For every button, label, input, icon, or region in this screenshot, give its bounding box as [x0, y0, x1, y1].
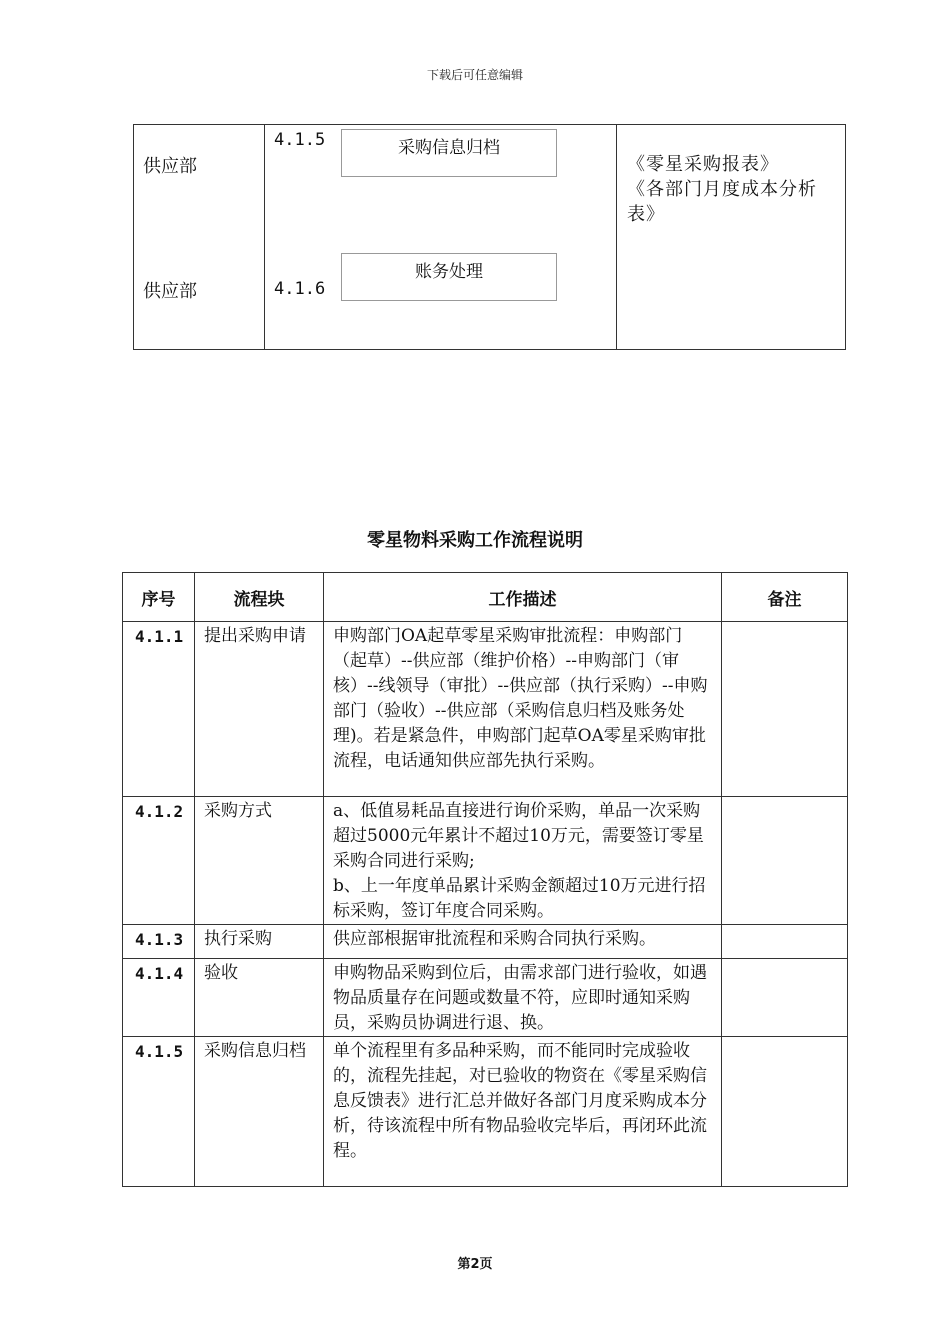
row-block: 执行采购	[195, 925, 324, 959]
column-divider	[616, 125, 617, 349]
header-description: 工作描述	[324, 573, 722, 622]
flow-note-line: 《各部门月度成本分析	[627, 179, 817, 200]
table-row	[123, 959, 848, 1037]
row-code: 4.1.2	[123, 797, 195, 925]
row-note	[722, 797, 848, 925]
table-row	[123, 622, 848, 797]
table-row	[123, 1037, 848, 1187]
header-block: 流程块	[195, 573, 324, 622]
row-note	[722, 959, 848, 1037]
flow-step-box: 账务处理	[341, 253, 557, 301]
row-block: 验收	[195, 959, 324, 1037]
row-description	[324, 925, 722, 959]
description-paragraph: 供应部根据审批流程和采购合同执行采购。	[333, 929, 656, 949]
column-divider	[264, 125, 265, 349]
description-paragraph: b、上一年度单品累计采购金额超过10万元进行招标采购，签订年度合同采购。	[333, 876, 706, 921]
flow-dept-label: 供应部	[143, 156, 197, 177]
description-paragraph: 申购部门OA起草零星采购审批流程：申购部门（起草）--供应部（维护价格）--申购部门（审核）--线领导（审批）--供应部（执行采购）--申购部门（验收）--供应部（采购信息归档及账务处理)。若是紧急件，申购部门起草OA零星采购审批流程，电话通知供应部先执行采购。	[333, 626, 708, 771]
row-block: 采购信息归档	[195, 1037, 324, 1187]
page-number: 第2页	[457, 1257, 493, 1272]
header-note: 下载后可任意编辑	[426, 68, 523, 82]
description-paragraph: 申购物品采购到位后，由需求部门进行验收，如遇物品质量存在问题或数量不符，应即时通知采购员，采购员协调进行退、换。	[333, 963, 707, 1033]
row-description	[324, 622, 722, 797]
row-block: 采购方式	[195, 797, 324, 925]
row-code: 4.1.1	[123, 622, 195, 797]
row-block: 提出采购申请	[195, 622, 324, 797]
process-description-table	[122, 572, 848, 1187]
flow-notes	[627, 152, 839, 227]
table-row	[123, 925, 848, 959]
description-paragraph: 单个流程里有多品种采购，而不能同时完成验收的，流程先挂起，对已验收的物资在《零星采购信息反馈表》进行汇总并做好各部门月度采购成本分析，待该流程中所有物品验收完毕后，再闭环此流程。	[333, 1041, 707, 1161]
flow-note-line: 《零星采购报表》	[627, 154, 779, 175]
table-row	[123, 797, 848, 925]
document-title: 零星物料采购工作流程说明	[367, 530, 583, 551]
flow-step-number: 4.1.6	[274, 279, 326, 299]
flow-dept-label: 供应部	[143, 281, 197, 302]
flow-chart-table	[133, 124, 846, 350]
description-paragraph: a、低值易耗品直接进行询价采购，单品一次采购超过5000元年累计不超过10万元，需要签订零星采购合同进行采购;	[333, 801, 704, 871]
row-note	[722, 925, 848, 959]
row-code: 4.1.3	[123, 925, 195, 959]
row-description	[324, 959, 722, 1037]
table-header-row	[123, 573, 848, 622]
row-description	[324, 1037, 722, 1187]
flow-step-box: 采购信息归档	[341, 129, 557, 177]
flow-note-line: 表》	[627, 204, 665, 225]
row-code: 4.1.5	[123, 1037, 195, 1187]
row-note	[722, 1037, 848, 1187]
row-description	[324, 797, 722, 925]
row-code: 4.1.4	[123, 959, 195, 1037]
header-code: 序号	[123, 573, 195, 622]
row-note	[722, 622, 848, 797]
flow-step-number: 4.1.5	[274, 130, 326, 150]
header-note: 备注	[722, 573, 848, 622]
